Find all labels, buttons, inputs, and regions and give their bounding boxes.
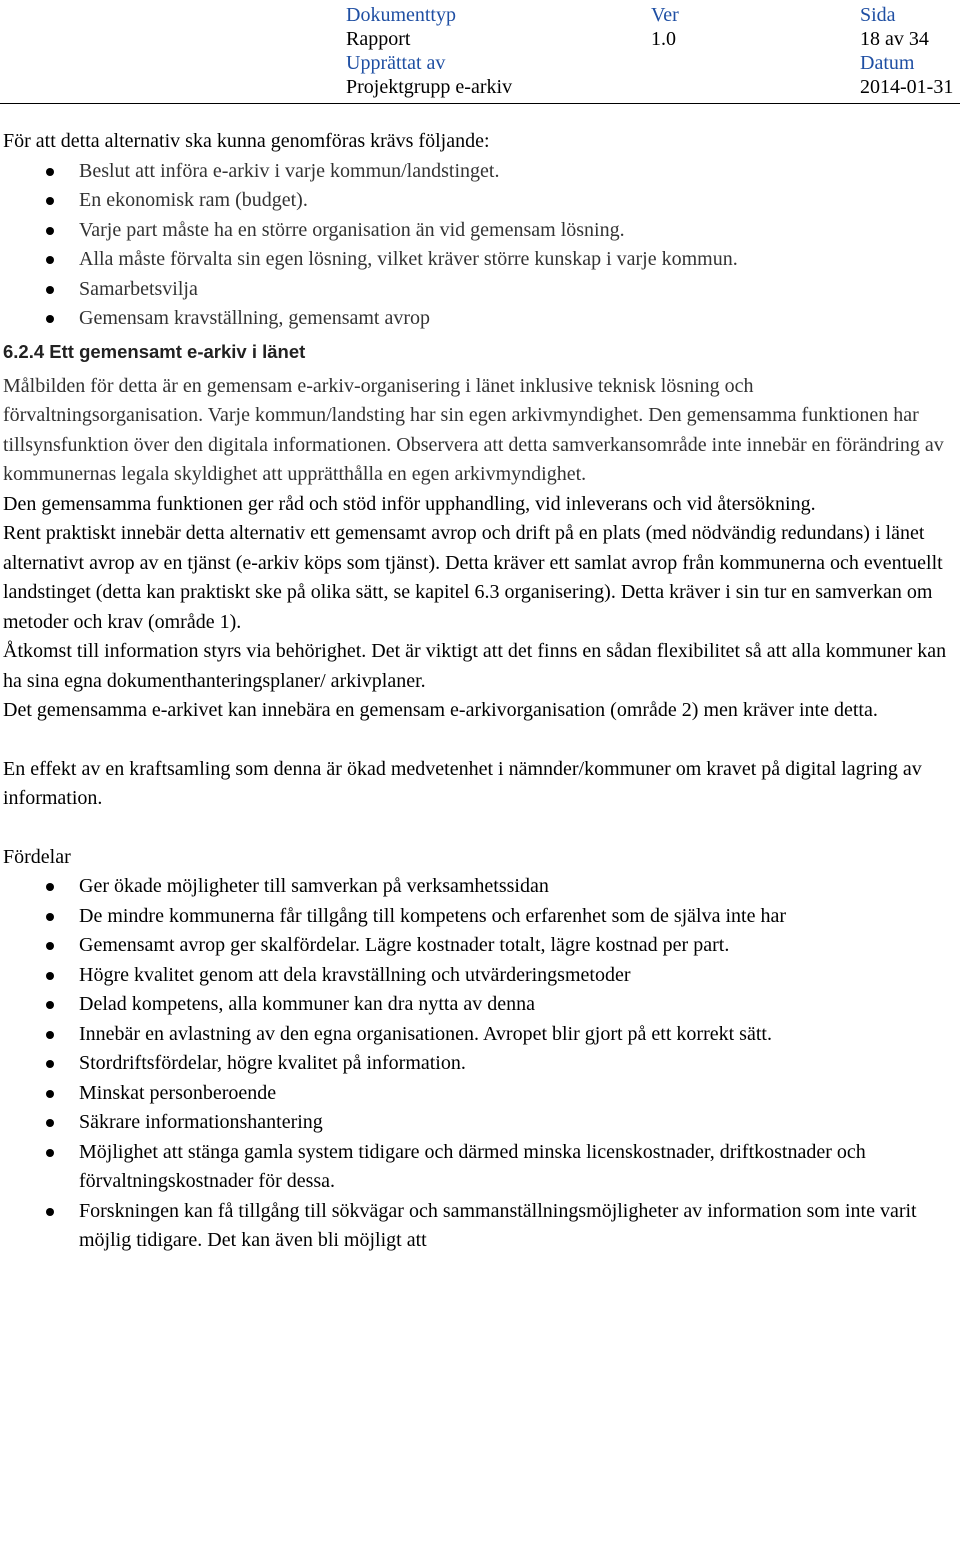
list-item: Gemensam kravställning, gemensamt avrop — [79, 304, 948, 334]
requirements-list — [3, 157, 948, 334]
date-value: 2014-01-31 — [860, 76, 954, 98]
doc-type-label: Dokumenttyp — [346, 4, 456, 26]
paragraph: Åtkomst till information styrs via behörighet. Det är viktigt att det finns en sådan flexibilitet så att alla kommuner kan ha sina egna dokumenthanteringsplaner/ arkivplaner. — [3, 640, 947, 692]
page-value: 18 av 34 — [860, 28, 929, 50]
list-item: Minskat personberoende — [79, 1079, 948, 1109]
page-label: Sida — [860, 4, 896, 26]
section-heading: 6.2.4 Ett gemensamt e-arkiv i länet — [3, 340, 306, 362]
document-header — [0, 0, 960, 104]
spacer — [3, 726, 948, 755]
list-item: Beslut att införa e-arkiv i varje kommun/landstinget. — [79, 157, 948, 187]
version-value: 1.0 — [651, 28, 676, 50]
author-label: Upprättat av — [346, 52, 446, 74]
list-item: En ekonomisk ram (budget). — [79, 186, 948, 216]
paragraph: Det gemensamma e-arkivet kan innebära en gemensam e-arkivorganisation (område 2) men kräver inte detta. — [3, 699, 878, 721]
list-item: Ger ökade möjligheter till samverkan på verksamhetssidan — [79, 872, 948, 902]
doc-type-value: Rapport — [346, 28, 411, 50]
advantages-heading: Fördelar — [3, 845, 71, 868]
paragraph: Målbilden för detta är en gemensam e-arkiv-organisering i länet inklusive teknisk lösning och förvaltningsorganisation. Varje kommun/landsting har sin egen arkivmyndighet. Den gemensamma funktionen har tillsynsfunktion över den digitala informationen. Observera att detta samverkansområde inte innebär en förändring av kommunernas legala skyldighet att upprätthålla en egen arkivmyndighet. — [3, 374, 944, 485]
document-body — [3, 127, 948, 1256]
effect-paragraph: En effekt av en kraftsamling som denna är ökad medvetenhet i nämnder/kommuner om kravet på digital lagring av information. — [3, 757, 922, 809]
list-item: Gemensamt avrop ger skalfördelar. Lägre kostnader totalt, lägre kostnad per part. — [79, 931, 948, 961]
date-label: Datum — [860, 52, 915, 74]
version-label: Ver — [651, 4, 679, 26]
list-item: Säkrare informationshantering — [79, 1108, 948, 1138]
advantages-list — [3, 872, 948, 1256]
list-item: Forskningen kan få tillgång till sökvägar och sammanställningsmöjligheter av information som inte varit möjlig tidigare. Det kan även bli möjligt att — [79, 1197, 948, 1256]
list-item: Stordriftsfördelar, högre kvalitet på information. — [79, 1049, 948, 1079]
list-item: Alla måste förvalta sin egen lösning, vilket kräver större kunskap i varje kommun. — [79, 245, 948, 275]
author-value: Projektgrupp e-arkiv — [346, 76, 513, 98]
list-item: Delad kompetens, alla kommuner kan dra nytta av denna — [79, 990, 948, 1020]
list-item: Innebär en avlastning av den egna organisationen. Avropet blir gjort på ett korrekt sätt. — [79, 1020, 948, 1050]
list-item: De mindre kommunerna får tillgång till kompetens och erfarenhet som de själva inte har — [79, 902, 948, 932]
spacer — [3, 814, 948, 843]
intro-text: För att detta alternativ ska kunna genomföras krävs följande: — [3, 130, 490, 152]
header-divider — [0, 103, 960, 104]
list-item: Högre kvalitet genom att dela kravställning och utvärderingsmetoder — [79, 961, 948, 991]
list-item: Varje part måste ha en större organisation än vid gemensam lösning. — [79, 216, 948, 246]
paragraph: Rent praktiskt innebär detta alternativ ett gemensamt avrop och drift på en plats (med nödvändig redundans) i länet alternativt avrop av en tjänst (e-arkiv köps som tjänst). Detta kräver ett samlat avrop från kommunerna och eventuellt landstinget (detta kan praktiskt ske på olika sätt, se kapitel 6.3 organisering). Detta kräver i sin tur en samverkan om metoder och krav (område 1). — [3, 522, 943, 633]
paragraph: Den gemensamma funktionen ger råd och stöd inför upphandling, vid inleverans och vid återsökning. — [3, 492, 816, 515]
list-item: Möjlighet att stänga gamla system tidigare och därmed minska licenskostnader, driftkostnader och förvaltningskostnader för dessa. — [79, 1138, 948, 1197]
list-item: Samarbetsvilja — [79, 275, 948, 305]
